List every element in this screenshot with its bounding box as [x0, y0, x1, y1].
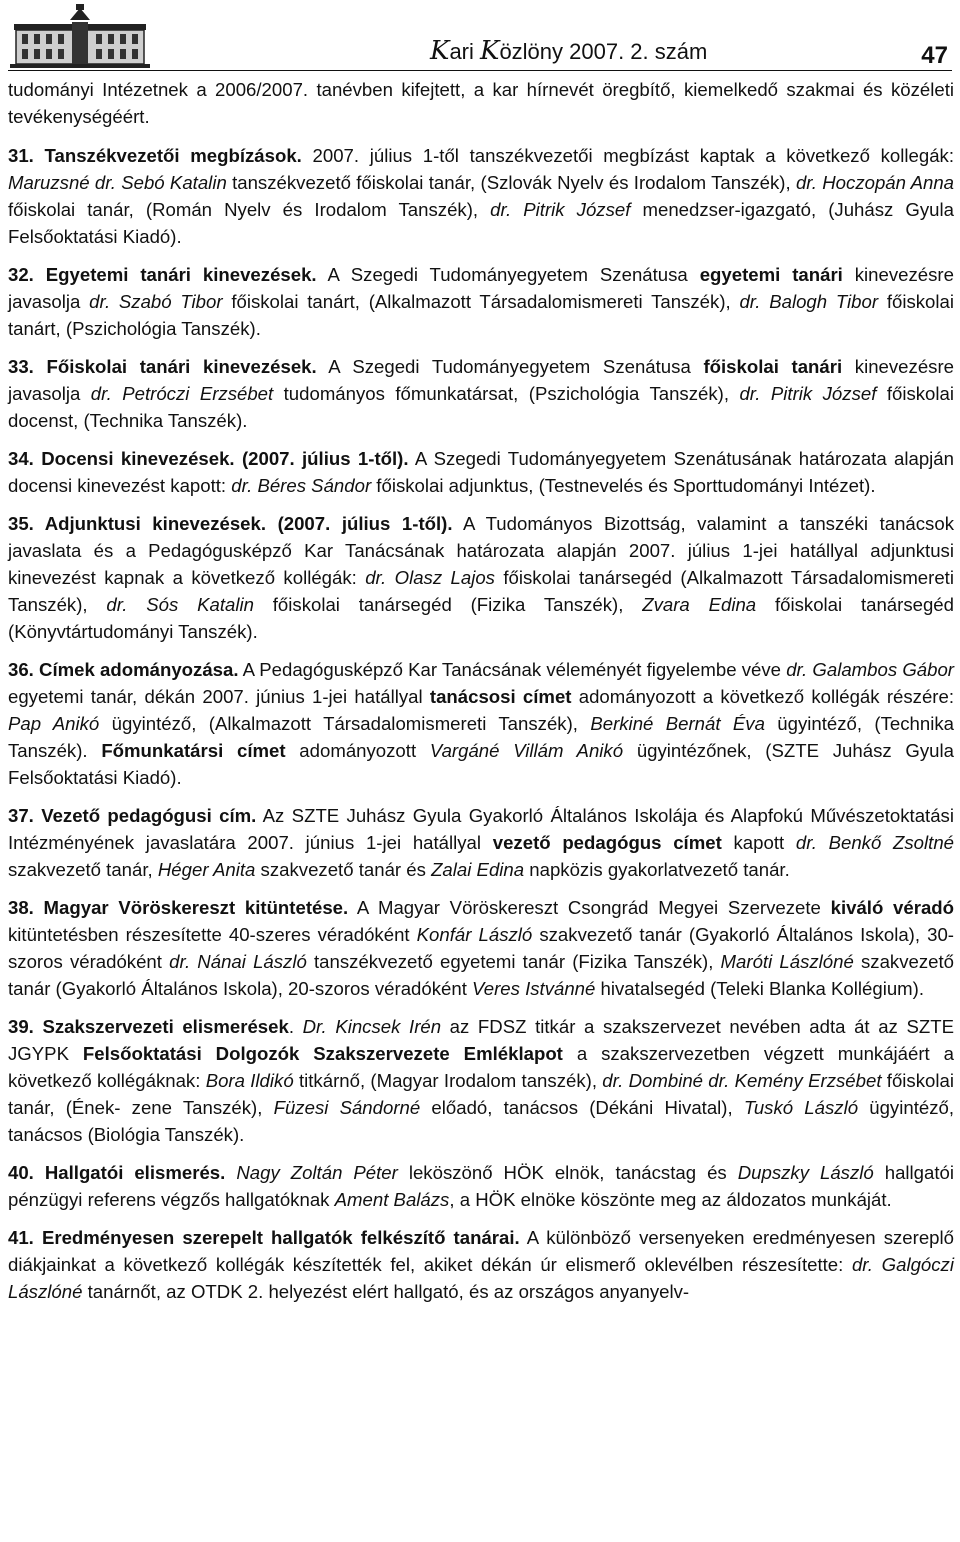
p39-run-3: az FDSZ titkár a szakszervezet nevében adta át az SZTE JGYPK [8, 1016, 954, 1064]
p34-run-3: főiskolai adjunktus, (Testnevelés és Sporttudományi Intézet). [371, 475, 876, 496]
p31-run-4: dr. Hoczopán Anna [795, 172, 954, 193]
p32-run-3: kinevezésre javasolja [8, 264, 954, 312]
paragraph-33 [8, 353, 954, 434]
p38-run-7: tanszékvezető egyetemi tanár (Fizika Tanszék), [306, 951, 721, 972]
p32-run-0: 32. Egyetemi tanári kinevezések. [8, 264, 317, 285]
p38-run-5: szakvezető tanár (Gyakorló Általános Iskola), 30-szoros véradóként [8, 924, 954, 972]
paragraph-32 [8, 261, 954, 342]
p36-run-12: Vargáné Villám Anikó [429, 740, 624, 761]
p41-run-1: A különböző versenyeken eredményesen szereplő diákjainkat a következő kollégák készítették fel, akiket dékán úr elismerő oklevélben részesítette: [8, 1227, 954, 1275]
p31-run-0: 31. Tanszékvezetői megbízások. [8, 145, 302, 166]
p36-run-1: A Pedagógusképző Kar Tanácsának véleményét figyelembe véve [238, 659, 787, 680]
p39-run-4: Felsőoktatási Dolgozók Szakszervezete Emléklapot [82, 1043, 563, 1064]
p35-run-2: dr. Olasz Lajos [365, 567, 495, 588]
p39-run-5: a szakszervezetben végzett munkájáért a következő kollégáknak: [8, 1043, 954, 1091]
p36-run-7: ügyintéző, (Alkalmazott Társadalomismereti Tanszék), [99, 713, 591, 734]
header-divider [8, 70, 952, 71]
title-initial-k2: K [480, 36, 500, 66]
p38-run-10: Veres Istvánné [472, 978, 596, 999]
p31-run-7: menedzser-igazgató, (Juhász Gyula Felsőoktatási Kiadó). [8, 199, 954, 247]
p36-run-10: Főmunkatársi címet [101, 740, 286, 761]
p40-run-4: Dupszky László [737, 1162, 874, 1183]
p40-run-5: hallgatói pénzügyi referens végzős hallgatóknak [8, 1162, 955, 1210]
paragraph-31 [8, 142, 954, 250]
p38-run-11: hivatalsegéd (Teleki Blanka Kollégium). [595, 978, 925, 999]
p32-run-6: dr. Balogh Tibor [739, 291, 879, 312]
p39-run-6: Bora Ildikó [205, 1070, 294, 1091]
p39-run-10: Füzesi Sándorné [273, 1097, 421, 1118]
p40-run-0: 40. Hallgatói elismerés. [8, 1162, 226, 1183]
p39-run-8: dr. Dombiné dr. Kemény Erzsébet [602, 1070, 882, 1091]
p37-run-0: 37. Vezető pedagógusi cím. [8, 805, 257, 826]
paragraph-41 [8, 1224, 954, 1305]
p40-run-2: Nagy Zoltán Péter [236, 1162, 398, 1183]
p38-run-1: A Magyar Vöröskereszt Csongrád Megyei Szervezete [348, 897, 831, 918]
p39-run-7: titkárnő, (Magyar Irodalom tanszék), [293, 1070, 603, 1091]
p40-run-7: , a HÖK elnöke köszönte meg az áldozatos munkáját. [449, 1189, 892, 1210]
p40-run-3: leköszönő HÖK elnök, tanácstag és [397, 1162, 738, 1183]
p39-run-1: . [288, 1016, 303, 1037]
p37-run-5: szakvezető tanár, [8, 859, 158, 880]
p38-run-6: dr. Nánai László [169, 951, 307, 972]
p36-run-0: 36. Címek adományozása. [8, 659, 239, 680]
title-initial-k: K [430, 36, 450, 66]
journal-title [430, 36, 707, 66]
p39-run-11: előadó, tanácsos (Dékáni Hivatal), [420, 1097, 744, 1118]
p32-run-1: A Szegedi Tudományegyetem Szenátusa [316, 264, 700, 285]
paragraph-35 [8, 510, 954, 645]
p41-run-2: dr. Galgóczi Lászlóné [8, 1254, 954, 1302]
p31-run-6: dr. Pitrik József [490, 199, 631, 220]
p37-run-8: Zalai Edina [431, 859, 525, 880]
p35-run-5: főiskolai tanársegéd (Fizika Tanszék), [253, 594, 643, 615]
p37-run-6: Héger Anita [157, 859, 256, 880]
paragraph-40 [8, 1159, 954, 1213]
p37-run-4: dr. Benkő Zsoltné [795, 832, 955, 853]
p36-run-6: Pap Anikó [8, 713, 100, 734]
document-body [8, 76, 954, 1305]
p34-run-0: 34. Docensi kinevezések. (2007. július 1-től). [8, 448, 409, 469]
p32-run-7: főiskolai tanárt, (Pszichológia Tanszék). [8, 291, 954, 339]
p38-run-2: kiváló véradó [830, 897, 955, 918]
p39-run-0: 39. Szakszervezeti elismerések [8, 1016, 289, 1037]
p33-run-5: tudományos főmunkatársat, (Pszichológia Tanszék), [273, 383, 740, 404]
p36-run-4: tanácsosi címet [429, 686, 572, 707]
p32-run-2: egyetemi tanári [699, 264, 843, 285]
p35-run-0: 35. Adjunktusi kinevezések. (2007. július 1-től). [8, 513, 453, 534]
p35-run-1: A Tudományos Bizottság, valamint a tanszéki tanácsok javaslata és a Pedagógusképző Kar Tanácsának határozata alapján 2007. július 1-jei hatállyal adjunktusi kinevezést kapnak a következő kollégák: [8, 513, 954, 588]
paragraph-34 [8, 445, 954, 499]
p37-run-1: Az SZTE Juhász Gyula Gyakorló Általános Iskolája és Alapfokú Művészetoktatási Intézményének javaslatára 2007. június 1-jei hatállyal [8, 805, 954, 853]
paragraph-36 [8, 656, 954, 791]
p33-run-0: 33. Főiskolai tanári kinevezések. [8, 356, 317, 377]
paragraph-38 [8, 894, 954, 1002]
p31-run-3: tanszékvezető főiskolai tanár, (Szlovák Nyelv és Irodalom Tanszék), [226, 172, 796, 193]
p33-run-2: főiskolai tanári [703, 356, 843, 377]
p41-run-0: 41. Eredményesen szerepelt hallgatók felkészítő tanárai. [8, 1227, 520, 1248]
page-header [0, 0, 960, 80]
paragraph-intro [8, 76, 954, 130]
p36-run-11: adományozott [285, 740, 430, 761]
p32-run-4: dr. Szabó Tibor [89, 291, 223, 312]
university-building-icon [10, 4, 150, 70]
p36-run-5: adományozott a következő kollégák részére: [571, 686, 954, 707]
p31-run-5: főiskolai tanár, (Román Nyelv és Irodalom Tanszék), [8, 199, 491, 220]
paragraph-39 [8, 1013, 954, 1148]
p36-run-2: dr. Galambos Gábor [786, 659, 954, 680]
intro-run-0: tudományi Intézetnek a 2006/2007. tanévben kifejtett, a kar hírnevét öregbítő, kiemelkedő szakmai és közéleti tevékenységéért. [8, 79, 954, 127]
p33-run-1: A Szegedi Tudományegyetem Szenátusa [316, 356, 704, 377]
p40-run-6: Ament Balázs [334, 1189, 450, 1210]
p31-run-1: 2007. július 1-től tanszékvezetői megbízást kaptak a következő kollegák: [301, 145, 954, 166]
p34-run-2: dr. Béres Sándor [231, 475, 372, 496]
title-part-ari: ari [449, 39, 480, 64]
p38-run-8: Maróti Lászlóné [720, 951, 854, 972]
p37-run-2: vezető pedagógus címet [492, 832, 722, 853]
p34-run-1: A Szegedi Tudományegyetem Szenátusának határozata alapján docensi kinevezést kapott: [8, 448, 954, 496]
p32-run-5: főiskolai tanárt, (Alkalmazott Társadalomismereti Tanszék), [222, 291, 740, 312]
p37-run-3: kapott [721, 832, 796, 853]
p41-run-3: tanárnőt, az OTDK 2. helyezést elért hallgató, és az országos anyanyelv- [82, 1281, 690, 1302]
p35-run-6: Zvara Edina [642, 594, 757, 615]
p33-run-3: kinevezésre javasolja [8, 356, 954, 404]
page-number: 47 [921, 42, 948, 69]
p35-run-4: dr. Sós Katalin [106, 594, 254, 615]
p38-run-4: Konfár László [416, 924, 533, 945]
p35-run-7: főiskolai tanársegéd (Könyvtártudományi Tanszék). [8, 594, 954, 642]
p40-run-1 [225, 1162, 236, 1183]
p39-run-9: főiskolai tanár, (Ének- zene Tanszék), [8, 1070, 954, 1118]
paragraph-37 [8, 802, 954, 883]
p39-run-12: Tuskó László [743, 1097, 859, 1118]
p36-run-8: Berkiné Bernát Éva [590, 713, 765, 734]
p33-run-4: dr. Petróczi Erzsébet [90, 383, 274, 404]
p31-run-2: Maruzsné dr. Sebó Katalin [8, 172, 227, 193]
p35-run-3: főiskolai tanársegéd (Alkalmazott Társadalomismereti Tanszék), [8, 567, 954, 615]
p36-run-3: egyetemi tanár, dékán 2007. június 1-jei hatállyal [8, 686, 430, 707]
p36-run-9: ügyintéző, (Technika Tanszék). [8, 713, 955, 761]
p38-run-3: kitüntetésben részesítette 40-szeres véradóként [8, 924, 417, 945]
p38-run-0: 38. Magyar Vöröskereszt kitüntetése. [8, 897, 349, 918]
p37-run-7: szakvezető tanár és [255, 859, 432, 880]
p39-run-2: Dr. Kincsek Irén [302, 1016, 442, 1037]
p33-run-6: dr. Pitrik József [739, 383, 877, 404]
p39-run-13: ügyintéző, tanácsos (Biológia Tanszék). [8, 1097, 955, 1145]
p36-run-13: ügyintézőnek, (SZTE Juhász Gyula Felsőoktatási Kiadó). [8, 740, 954, 788]
title-part-rest: özlöny 2007. 2. szám [499, 39, 708, 64]
p37-run-9: napközis gyakorlatvezető tanár. [524, 859, 790, 880]
p33-run-7: főiskolai docenst, (Technika Tanszék). [8, 383, 954, 431]
p38-run-9: szakvezető tanár (Gyakorló Általános Iskola), 20-szoros véradóként [8, 951, 955, 999]
